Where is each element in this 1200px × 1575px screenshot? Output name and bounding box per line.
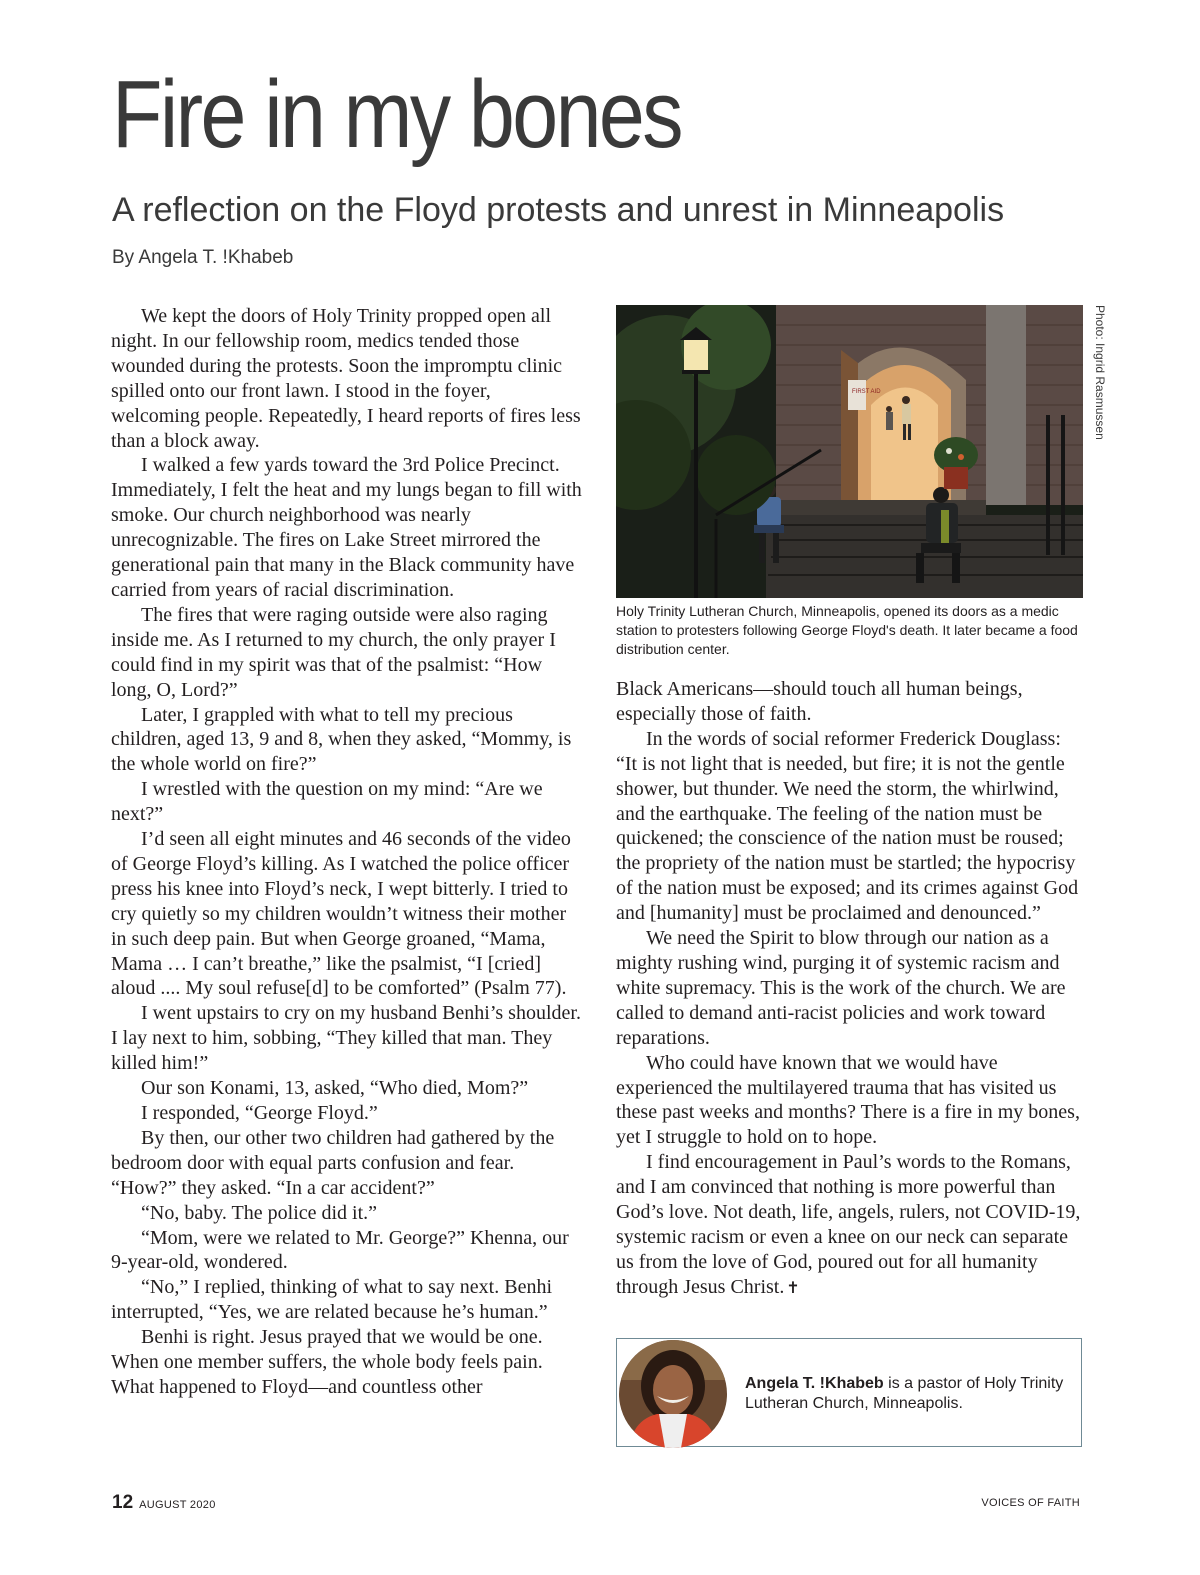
page-footer-left	[112, 1492, 216, 1514]
byline: By Angela T. !Khabeb	[112, 247, 294, 268]
paragraph: I went upstairs to cry on my husband Benhi’s shoulder. I lay next to him, sobbing, “They killed that man. They killed him!”	[111, 1002, 581, 1075]
body-column-right	[616, 677, 1086, 1301]
paragraph: I responded, “George Floyd.”	[141, 1102, 378, 1124]
church-photo	[616, 305, 1083, 598]
paragraph: We kept the doors of Holy Trinity propped open all night. In our fellowship room, medics tended those wounded during the protests. Soon the impromptu clinic spilled onto our front lawn. I stood in the foyer, welcoming people. Repeatedly, I heard reports of fires less than a block away.	[111, 305, 581, 452]
publication-name: VOICES OF FAITH	[981, 1497, 1080, 1509]
author-name: Angela T. !Khabeb	[745, 1375, 884, 1392]
photo-caption: Holy Trinity Lutheran Church, Minneapolis, opened its doors as a medic station to protesters following George Floyd's death. It later became a food distribution center.	[616, 603, 1078, 657]
paragraph-continued: Black Americans—should touch all human beings, especially those of faith.	[616, 678, 1023, 725]
paragraph: I walked a few yards toward the 3rd Police Precinct. Immediately, I felt the heat and my lungs began to fill with smoke. Our church neighborhood was nearly unrecognizable. The fires on Lake Street mirrored the generational pain that many in the Black community have carried from years of racial discrimination.	[111, 454, 582, 601]
paragraph: I’d seen all eight minutes and 46 seconds of the video of George Floyd’s killing. As I watched the police officer press his knee into Floyd’s neck, I wept bitterly. I tried to cry quietly so my children wouldn’t witness their mother in such deep pain. But when George groaned, “Mama, Mama … I can’t breathe,” like the psalmist, “I [cried] aloud .... My soul refuse[d] to be comforted” (Psalm 77).	[111, 828, 571, 1000]
page-number: 12	[112, 1492, 134, 1513]
author-bio	[745, 1374, 1065, 1414]
paragraph: In the words of social reformer Frederick Douglass: “It is not light that is needed, but fire; it is not the gentle shower, but thunder. We need the storm, the whirlwind, and the earthquake. The feeling of the nation must be quickened; the conscience of the nation must be roused; the propriety of the nation must be startled; the hypocrisy of the nation must be exposed; and its crimes against God and [humanity] must be proclaimed and denounced.”	[616, 727, 1079, 925]
paragraph: I wrestled with the question on my mind: “Are we next?”	[111, 778, 543, 826]
paragraph: By then, our other two children had gathered by the bedroom door with equal parts confusion and fear. “How?” they asked. “In a car accident?”	[111, 1126, 555, 1199]
paragraph: Benhi is right. Jesus prayed that we would be one. When one member suffers, the whole body feels pain. What happened to Floyd—and countless other	[111, 1326, 543, 1398]
issue-date: AUGUST 2020	[139, 1499, 216, 1511]
cross-end-mark: ✝	[786, 1277, 800, 1297]
paragraph: “Mom, were we related to Mr. George?” Khenna, our 9-year-old, wondered.	[111, 1226, 569, 1274]
paragraph: Our son Konami, 13, asked, “Who died, Mom?”	[141, 1077, 529, 1100]
paragraph: Who could have known that we would have experienced the multilayered trauma that has visited us these past weeks and months? There is a fire in my bones, yet I struggle to hold on to hope.	[616, 1051, 1080, 1149]
paragraph: The fires that were raging outside were also raging inside me. As I returned to my church, the only prayer I could find in my spirit was that of the psalmist: “How long, O, Lord?”	[111, 603, 556, 701]
first-aid-sign: FIRST AID	[852, 389, 881, 395]
paragraph: Later, I grappled with what to tell my precious children, aged 13, 9 and 8, when they asked, “Mommy, is the whole world on fire?”	[111, 703, 572, 776]
body-column-left	[111, 304, 583, 1400]
photo-credit: Photo: Ingrid Rasmussen	[1093, 305, 1107, 440]
final-paragraph-text: I find encouragement in Paul’s words to the Romans, and I am convinced that nothing is more powerful than God’s love. Not death, life, angels, rulers, not COVID-19, systemic racism or even a knee on our neck can separate us from the love of God, poured out for all humanity through Jesus Christ.	[616, 1151, 1081, 1298]
paragraph: “No,” I replied, thinking of what to say next. Benhi interrupted, “Yes, we are related because he’s human.”	[111, 1276, 553, 1324]
paragraph-final	[616, 1150, 1086, 1300]
author-photo	[619, 1340, 727, 1448]
author-bio-text: is a pastor of Holy Trinity Lutheran Church, Minneapolis.	[745, 1375, 1064, 1412]
article-subtitle: A reflection on the Floyd protests and unrest in Minneapolis	[112, 191, 1005, 229]
paragraph: We need the Spirit to blow through our nation as a mighty rushing wind, purging it of systemic racism and white supremacy. This is the work of the church. We are called to demand anti-racist policies and work toward reparations.	[616, 927, 1066, 1049]
article-title: Fire in my bones	[112, 61, 681, 168]
paragraph: “No, baby. The police did it.”	[141, 1201, 378, 1224]
